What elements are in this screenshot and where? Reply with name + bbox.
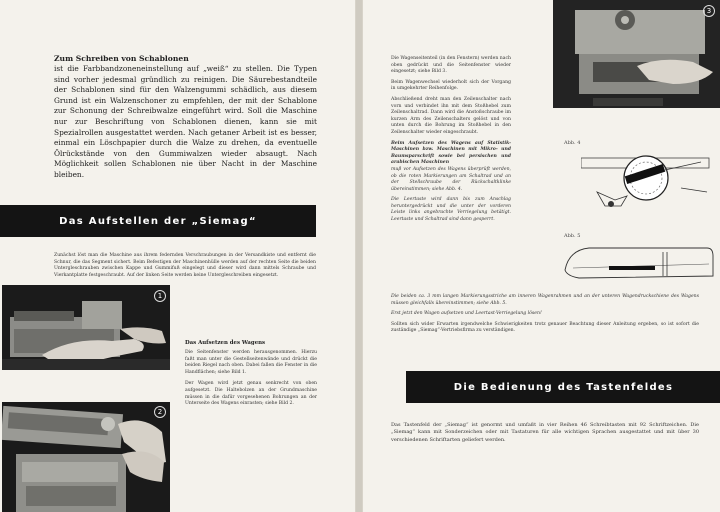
photo-badge-3: 3 [703,5,715,17]
keyboard-text: Das Tastenfeld der „Siemag“ ist genormt und umfaßt in vier Reihen 46 Schreibtasten mit 92 Schriftzeichen. Die „Siemag“ kann mit Sonderzeichen oder mit Tastaturen für alle wichtigen Sprachen ausgestattet und mit über 30 verschiedenen Schriftarten geliefert werden. [391,422,699,443]
photo-badge-2: 2 [154,406,166,418]
photo-remove-side-windows [2,285,170,370]
figure-5-label: Abb. 5 [564,233,581,239]
left-page [0,0,356,512]
right-column [391,56,511,224]
carriage-change-text: Beim Wagenwechsel wiederholt sich der Vorgang in umgekehrter Reihenfolge. [391,79,511,92]
carriage-text-1: Die Seitenfenster werden herausgenommen. Hierzu faßt man unter die Gestellseitenwände und drückt die beiden Riegel nach oben. Dabei fallen die Fenster in die Handflächen; siehe Bild 1. [185,350,317,375]
special-machines-heading: Beim Aufsetzen des Wagens auf Statistik-Maschinen bzw. Maschinen mit Mikro- und Baumsparschrift sowie bei persischen und arabischen Maschinen [391,140,511,166]
section-band-keyboard [406,371,720,403]
stencil-section [54,54,317,181]
band-title-setup: Das Aufstellen der „Siemag“ [59,215,257,227]
photo-insert-side-windows [553,0,720,108]
band-title-keyboard: Die Bedienung des Tastenfeldes [453,381,674,393]
window-text: Die Wagenseitenteil (in den Fenstern) werden nach oben gedrückt und die Seitenfenster wieder eingesetzt; siehe Bild 3. [391,56,511,75]
marking-lines-text: Die beiden ca. 3 mm langen Markierungsstriche am inneren Wagenrahmen und an der unteren Wagendruckschiene des Wagens müssen gleichfalls übereinstimmen; siehe Abb. 5. [391,294,699,306]
line-switch-text: Abschließend dreht man den Zeilenschalter nach vorn und verbindet ihn mit dem Stoßhebel zum Zeilenschaltrad. Dann wird die Anstoßschraube im kurzen Arm des Zeilenschalters gelöst und von unten durch die Bohrung im Stoßhebel in den Zeilenschalter wieder eingeschraubt. [391,96,511,135]
red-markings-text: muß vor Aufsetzen des Wagens überprüft werden, ob die roten Markierungen am Schaltrad und an der Stellschraube der Rückschaltklinke übereinstimmen; siehe Abb. 4. [391,166,511,192]
carriage-heading: Das Aufsetzen des Wagens [185,340,266,346]
space-bar-text: Die Leertaste wird dann bis zum Anschlag heruntergedrückt und die unter der vorderen Leiste links angebrachte Verriegelung betätigt. Leertaste und Schaltrad sind dann gesperrt. [391,197,511,223]
carriage-section [185,281,317,408]
right-wide-text [391,294,699,335]
photo-badge-1: 1 [154,290,166,302]
stencil-heading: Zum Schreiben von Schablonen [54,54,189,63]
figure-4-label: Abb. 4 [564,140,581,146]
release-lock-text: Erst jetzt den Wagen aufsetzen und Leertast-Verriegelung lösen! [391,311,542,317]
difficulties-text: Sollten sich wider Erwarten irgendwelche Schwierigkeiten trotz genauer Beachtung dieser Anleitung ergeben, so ist sofort die zuständige „Siemag“-Vertriebsfirma zu verständigen. [391,321,699,334]
setup-intro-text: Zunächst löst man die Maschine aus ihrem federnden Verschraubungen in der Versandkiste und entfernt die Schnur, die das Segment sichert. Beim Befestigen der Maschinenhülle werden auf der rechten Seite die beiden Untergleschrauben zwischen Kappe und Gummifuß eingelegt und dieser wird dann mittels Schraube und Vierkantplatte festgeschraubt. Auf der linken Seite werden keine Untergleschreiben eingesetzt. [54,253,316,278]
right-page [362,0,720,512]
figure-5-carriage-diagram [559,240,719,288]
photo-mount-carriage [2,402,170,512]
figure-4-ratchet-diagram [581,140,711,220]
section-band-setup [0,205,316,237]
carriage-text-2: Der Wagen wird jetzt genau senkrecht von oben aufgesetzt. Die Haltebolzen an der Grundmaschine müssen in die dafür vorgesehenen Bohrungen an der Unterseite des Wagens einrasten; siehe Bild 2. [185,381,317,407]
stencil-text: ist die Farbbandzoneneinstellung auf „weiß“ zu stellen. Die Typen sind vorher jedesmal gründlich zu reinigen. Die Säurebestandteile der Schablonen sind für den Walzengummi schädlich, aus diesem Grund ist ein Walzenschoner zu empfehlen, der mit der Schablone zur Schonung der Schreibwalze eingeführt wird. Soll die Maschine nur zur Beschriftung von Schablonen dienen, kann sie mit Spezialrollen ausgestattet werden. Nach getaner Arbeit ist es besser, einmal ein Löschpapier durch die Walze zu drehen, da eventuelle Ölrückstände von den Gummiwalzen wieder absaugt. Nach Möglichkeit sollen Schablonen nie über Nacht in der Maschine bleiben. [54,64,317,179]
